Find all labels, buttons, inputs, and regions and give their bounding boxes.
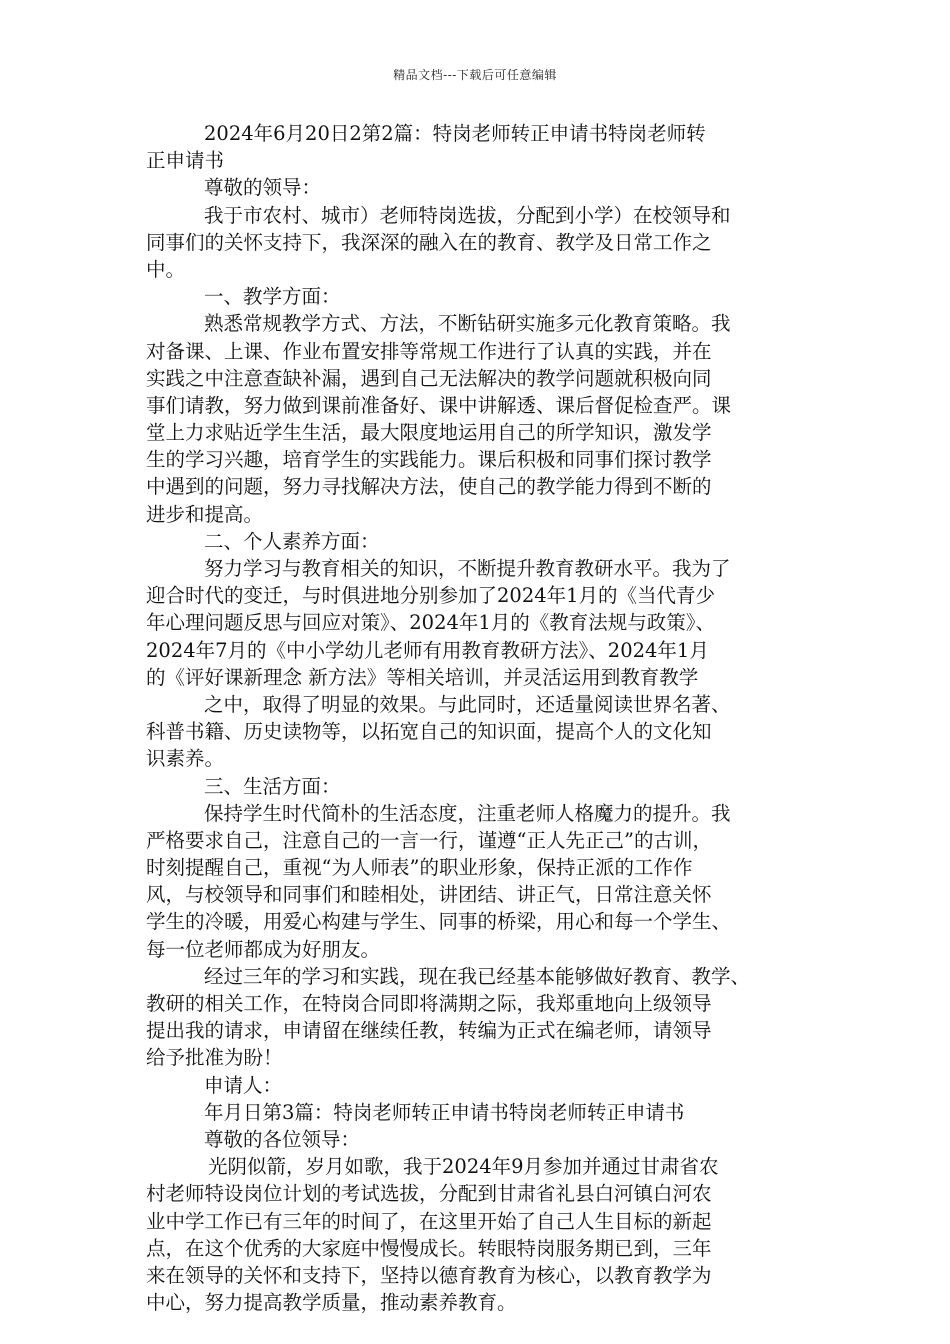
text-line: 保持学生时代简朴的生活态度，注重老师人格魔力的提升。我 [204,801,731,825]
text-line: 风，与校领导和同事们和睦相处，讲团结、讲正气，日常注意关怀 [146,883,712,907]
text-line: 堂上力求贴近学生生活，最大限度地运用自己的所学知识，激发学 [146,421,712,445]
text-line: 申请人： [204,1073,283,1097]
text-line: 业中学工作已有三年的时间了，在这里开始了自己人生目标的新起 [146,1209,712,1233]
text-line: 三、生活方面： [204,774,341,798]
text-line: 尊敬的领导： [204,176,322,200]
text-line: 生的学习兴趣，培育学生的实践能力。课后积极和同事们探讨教学 [146,448,712,472]
text-line: 科普书籍、历史读物等，以拓宽自己的知识面，提高个人的文化知 [146,720,712,744]
text-line: 同事们的关怀支持下，我深深的融入在的教育、教学及日常工作之 [146,230,712,254]
text-line: 识素养。 [146,747,225,771]
text-line: 2024年6月20日2第2篇：特岗老师转正申请书特岗老师转 [204,122,706,145]
text-line: 事们请教，努力做到课前准备好、课中讲解透、课后督促检查严。课 [146,393,732,417]
text-line: 中心，努力提高教学质量，推动素养教育。 [146,1291,517,1315]
text-line: 之中，取得了明显的效果。与此同时，还适量阅读世界名著、 [204,692,731,716]
text-line: 迎合时代的变迁，与时俱进地分别参加了2024年1月的《当代青少 [146,584,716,608]
text-line: 我于市农村、城市）老师特岗选拔，分配到小学）在校领导和 [204,203,731,227]
text-line: 一、教学方面： [204,285,341,309]
text-line: 教研的相关工作，在特岗合同即将满期之际，我郑重地向上级领导 [146,992,712,1015]
text-line: 进步和提高。 [146,502,264,526]
text-line: 中遇到的问题，努力寻找解决方法，使自己的教学能力得到不断的 [146,475,712,499]
text-line: 年月日第3篇：特岗老师转正申请书特岗老师转正申请书 [204,1100,685,1124]
text-line: 努力学习与教育相关的知识，不断提升教育教研水平。我为了 [204,557,731,580]
text-line: 的《评好课新理念 新方法》等相关培训，并灵活运用到教育教学 [146,665,699,689]
text-line: 年心理问题反思与回应对策》、2024年1月的《教育法规与政策》、 [146,611,716,635]
text-line: 学生的冷暖，用爱心构建与学生、同事的桥梁，用心和每一个学生、 [146,910,732,934]
text-line: 严格要求自己，注意自己的一言一行，谨遵“正人先正己”的古训， [146,828,712,852]
text-line: 点，在这个优秀的大家庭中慢慢成长。转眼特岗服务期已到，三年 [146,1236,712,1260]
text-line: 二、个人素养方面： [204,529,380,553]
text-line: 每一位老师都成为好朋友。 [146,937,381,961]
text-line: 中。 [146,257,186,281]
document-body [146,120,806,1316]
text-line: 村老师特设岗位计划的考试选拔，分配到甘肃省礼县白河镇白河农 [146,1182,712,1206]
text-line: 经过三年的学习和实践，现在我已经基本能够做好教育、教学、 [204,964,751,988]
text-line: 光阴似箭，岁月如歌，我于2024年9月参加并通过甘肃省农 [208,1155,719,1179]
text-line: 给予批准为盼！ [146,1046,283,1070]
page-header: 精品文档---下载后可任意编辑 [393,68,557,82]
text-line: 时刻提醒自己，重视“为人师表”的职业形象，保持正派的工作作 [146,856,693,880]
text-line: 对备课、上课、作业布置安排等常规工作进行了认真的实践，并在 [146,339,712,363]
text-line: 熟悉常规教学方式、方法，不断钻研实施多元化教育策略。我 [204,312,731,336]
text-line: 实践之中注意查缺补漏，遇到自己无法解决的教学问题就积极向同 [146,366,712,390]
text-line: 2024年7月的《中小学幼儿老师有用教育教研方法》、2024年1月 [146,638,709,662]
text-line: 来在领导的关怀和支持下，坚持以德育教育为核心，以教育教学为 [146,1263,712,1287]
text-line: 提出我的请求，申请留在继续任教，转编为正式在编老师，请领导 [146,1019,712,1043]
text-line: 正申请书 [146,149,225,173]
text-line: 尊敬的各位领导： [204,1127,361,1151]
